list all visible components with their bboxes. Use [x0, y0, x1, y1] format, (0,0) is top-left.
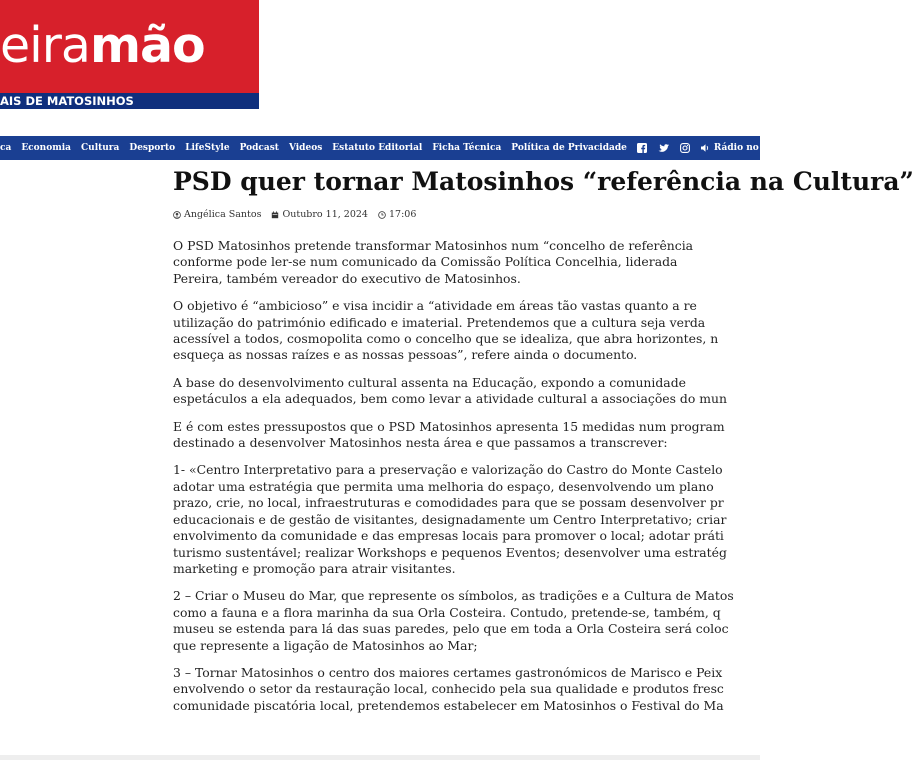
- article-paragraph: [173, 462, 813, 577]
- article-paragraph: [173, 665, 813, 714]
- nav-item-estatuto-editorial[interactable]: Estatuto Editorial: [332, 143, 423, 153]
- article-time: 17:06: [388, 209, 417, 220]
- article-header: [173, 164, 914, 220]
- paragraph-line: envolvimento da comunidade e das empresas locais para promover o local; adotar práti: [173, 528, 724, 544]
- radio-button-label: Rádio no Ar: [713, 143, 774, 153]
- calendar-icon: [271, 211, 279, 219]
- main-nav: [0, 136, 810, 160]
- paragraph-line: que represente a ligação de Matosinhos ao Mar;: [173, 637, 478, 653]
- paragraph-line: marketing e promoção para atrair visitantes.: [173, 560, 456, 576]
- article-paragraph: [173, 238, 813, 287]
- paragraph-line: E é com estes pressupostos que o PSD Matosinhos apresenta 15 medidas num program: [173, 418, 725, 434]
- nav-item-ca[interactable]: ca: [0, 143, 12, 153]
- article-title: PSD quer tornar Matosinhos “referência na Cultura”: [173, 167, 914, 196]
- nav-item-economia[interactable]: Economia: [21, 143, 71, 153]
- date-meta: [271, 209, 368, 220]
- paragraph-line: esqueça as nossas raízes e as nossas pessoas”, refere ainda o documento.: [173, 347, 638, 363]
- nav-item-política-de-privacidade[interactable]: Política de Privacidade: [511, 143, 627, 153]
- nav-item-ficha-técnica[interactable]: Ficha Técnica: [432, 143, 502, 153]
- paragraph-line: conforme pode ler-se num comunicado da Comissão Política Concelhia, liderada: [173, 254, 678, 270]
- article-body: [173, 238, 813, 725]
- paragraph-line: destinado a desenvolver Matosinhos nesta área e que passamos a transcrever:: [173, 435, 668, 451]
- article-paragraph: [173, 419, 813, 452]
- paragraph-line: 3 – Tornar Matosinhos o centro dos maiores certames gastronómicos de Marisco e Peix: [173, 664, 723, 680]
- page-bottom-edge: [0, 755, 760, 760]
- article-meta: [173, 209, 813, 220]
- paragraph-line: espetáculos a ela adequados, bem como levar a atividade cultural a associações do mun: [173, 391, 727, 407]
- nav-item-lifestyle[interactable]: LifeStyle: [185, 143, 230, 153]
- paragraph-line: 1- «Centro Interpretativo para a preservação e valorização do Castro do Monte Castelo: [173, 462, 723, 478]
- facebook-icon[interactable]: [637, 143, 647, 153]
- paragraph-line: A base do desenvolvimento cultural assenta na Educação, expondo a comunidade: [173, 374, 686, 390]
- nav-item-videos[interactable]: Videos: [288, 143, 323, 153]
- paragraph-line: acessível a todos, cosmopolita como o concelho que se idealiza, que abra horizontes, n: [173, 331, 719, 347]
- paragraph-line: utilização do património edificado e imaterial. Pretendemos que a cultura seja verda: [173, 314, 706, 330]
- time-meta: [378, 209, 416, 220]
- article-paragraph: [173, 375, 813, 408]
- xl-radio-button-label: XL: [796, 143, 810, 153]
- paragraph-line: envolvendo o setor da restauração local, conhecido pela sua qualidade e produtos fresc: [173, 681, 724, 697]
- article-paragraph: [173, 298, 813, 364]
- article-paragraph: [173, 588, 813, 654]
- nav-list: [0, 136, 810, 160]
- speaker-icon: [784, 144, 793, 152]
- logo-light-text: eira: [0, 17, 90, 74]
- logo-wordmark: [0, 16, 205, 76]
- paragraph-line: adotar uma estratégia que permita uma melhoria do espaço, desenvolvendo um plano: [173, 478, 714, 494]
- paragraph-line: O objetivo é “ambicioso” e visa incidir a “atividade em áreas tão vastas quanto a re: [173, 298, 697, 314]
- logo-tagline: AIS DE MATOSINHOS: [0, 93, 259, 109]
- site-logo[interactable]: [0, 0, 259, 109]
- xl-radio-button[interactable]: [784, 143, 810, 153]
- nav-item-cultura[interactable]: Cultura: [80, 143, 120, 153]
- paragraph-line: O PSD Matosinhos pretende transformar Matosinhos num “concelho de referência: [173, 238, 694, 253]
- author-meta[interactable]: [173, 209, 261, 220]
- paragraph-line: como a fauna e a flora marinha da sua Orla Costeira. Contudo, pretende-se, também, q: [173, 604, 721, 620]
- user-icon: [173, 211, 181, 219]
- article-date: Outubro 11, 2024: [282, 209, 368, 220]
- logo-bold-text: mão: [89, 17, 205, 74]
- nav-item-desporto[interactable]: Desporto: [129, 143, 176, 153]
- clock-icon: [378, 211, 386, 219]
- instagram-icon[interactable]: [680, 143, 690, 153]
- paragraph-line: museu se estenda para lá das suas paredes, pelo que em toda a Orla Costeira será coloc: [173, 621, 729, 637]
- paragraph-line: 2 – Criar o Museu do Mar, que represente os símbolos, as tradições e a Cultura de Matos: [173, 588, 734, 604]
- paragraph-line: educacionais e de gestão de visitantes, designadamente um Centro Interpretativo; criar: [173, 511, 727, 527]
- paragraph-line: prazo, crie, no local, infraestruturas e comodidades para que se possam desenvolver pr: [173, 495, 724, 511]
- author-name: Angélica Santos: [184, 209, 262, 220]
- paragraph-line: turismo sustentável; realizar Workshops e pequenos Eventos; desenvolver uma estratég: [173, 544, 727, 560]
- nav-item-podcast[interactable]: Podcast: [239, 143, 279, 153]
- radio-button[interactable]: [701, 143, 774, 153]
- speaker-icon: [701, 144, 710, 152]
- twitter-icon[interactable]: [658, 144, 669, 153]
- paragraph-line: Pereira, também vereador do executivo de Matosinhos.: [173, 270, 521, 286]
- paragraph-line: comunidade piscatória local, pretendemos estabelecer em Matosinhos o Festival do Ma: [173, 697, 724, 713]
